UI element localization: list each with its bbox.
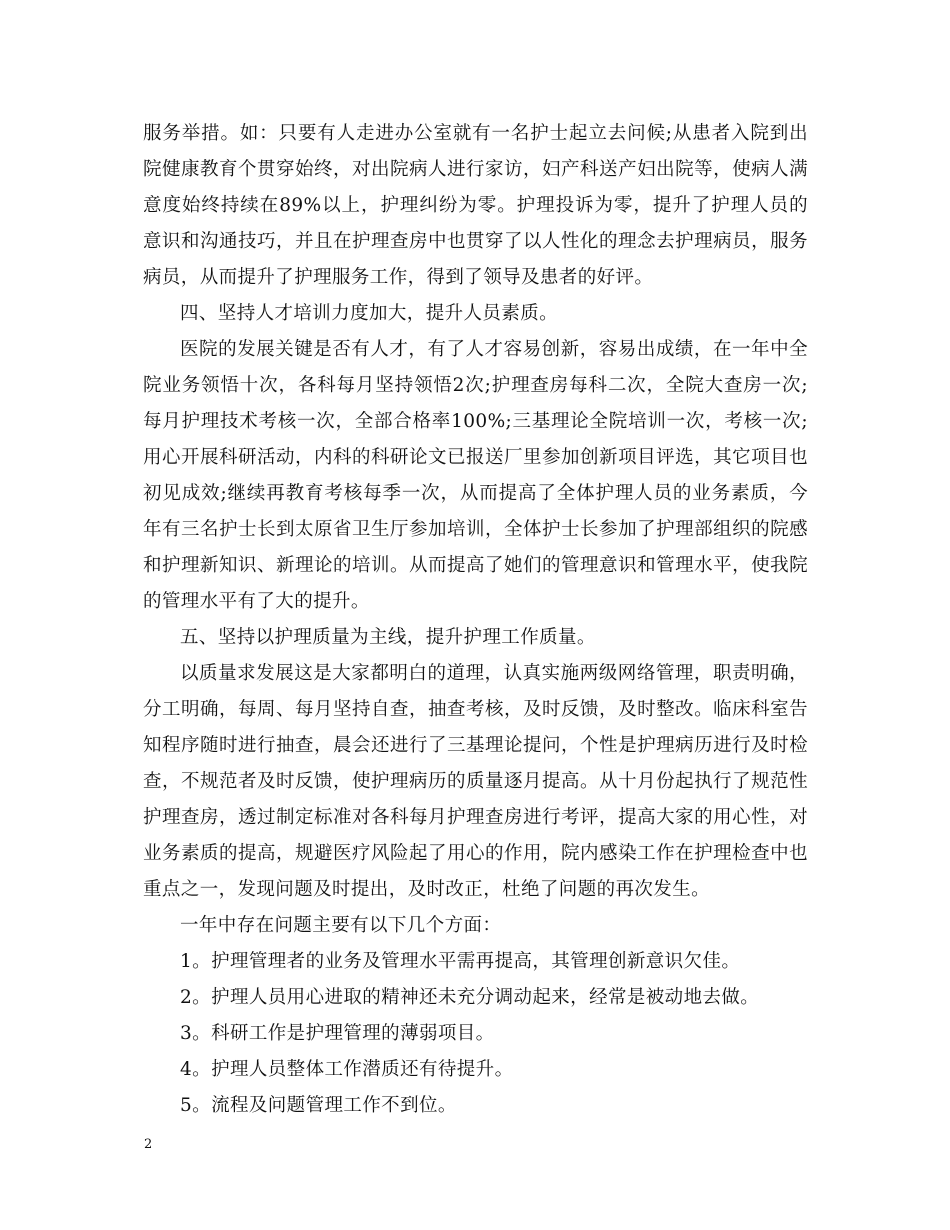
- section-heading-talent-training: 四、坚持人才培训力度加大，提升人员素质。: [180, 303, 559, 324]
- problem-item-2: 2。护理人员用心进取的精神还未充分调动起来，经常是被动地去做。: [180, 987, 760, 1008]
- problem-item-3: 3。科研工作是护理管理的薄弱项目。: [180, 1023, 495, 1044]
- section-heading-nursing-quality: 五、坚持以护理质量为主线，提升护理工作质量。: [180, 627, 596, 648]
- page-number: 2: [144, 1137, 153, 1152]
- problem-item-1: 1。护理管理者的业务及管理水平需再提高，其管理创新意识欠佳。: [180, 951, 741, 972]
- paragraph-problems-intro: 一年中存在问题主要有以下几个方面：: [180, 915, 502, 936]
- problem-item-5: 5。流程及问题管理工作不到位。: [180, 1095, 457, 1116]
- document-body: [143, 116, 808, 1124]
- paragraph-service-measures: 服务举措。如：只要有人走进办公室就有一名护士起立去问候;从患者入院到出院健康教育个贯穿始终，对出院病人进行家访，妇产科送产妇出院等，使病人满意度始终持续在89%以上，护理纠纷为零。护理投诉为零，提升了护理人员的意识和沟通技巧，并且在护理查房中也贯穿了以人性化的理念去护理病员，服务病员，从而提升了护理服务工作，得到了领导及患者的好评。: [143, 123, 808, 288]
- problem-item-4: 4。护理人员整体工作潜质还有待提升。: [180, 1059, 514, 1080]
- paragraph-talent-training: 医院的发展关键是否有人才，有了人才容易创新，容易出成绩，在一年中全院业务领悟十次，各科每月坚持领悟2次;护理查房每科二次，全院大查房一次;每月护理技术考核一次，全部合格率100%;三基理论全院培训一次，考核一次;用心开展科研活动，内科的科研论文已报送厂里参加创新项目评选，其它项目也初见成效;继续再教育考核每季一次，从而提高了全体护理人员的业务素质，今年有三名护士长到太原省卫生厅参加培训，全体护士长参加了护理部组织的院感和护理新知识、新理论的培训。从而提高了她们的管理意识和管理水平，使我院的管理水平有了大的提升。: [143, 339, 808, 612]
- paragraph-nursing-quality: 以质量求发展这是大家都明白的道理，认真实施两级网络管理，职责明确，分工明确，每周、每月坚持自查，抽查考核，及时反馈，及时整改。临床科室告知程序随时进行抽查，晨会还进行了三基理论提问，个性是护理病历进行及时检查，不规范者及时反馈，使护理病历的质量逐月提高。从十月份起执行了规范性护理查房，透过制定标准对各科每月护理查房进行考评，提高大家的用心性，对业务素质的提高，规避医疗风险起了用心的作用，院内感染工作在护理检查中也重点之一，发现问题及时提出，及时改正，杜绝了问题的再次发生。: [143, 663, 808, 900]
